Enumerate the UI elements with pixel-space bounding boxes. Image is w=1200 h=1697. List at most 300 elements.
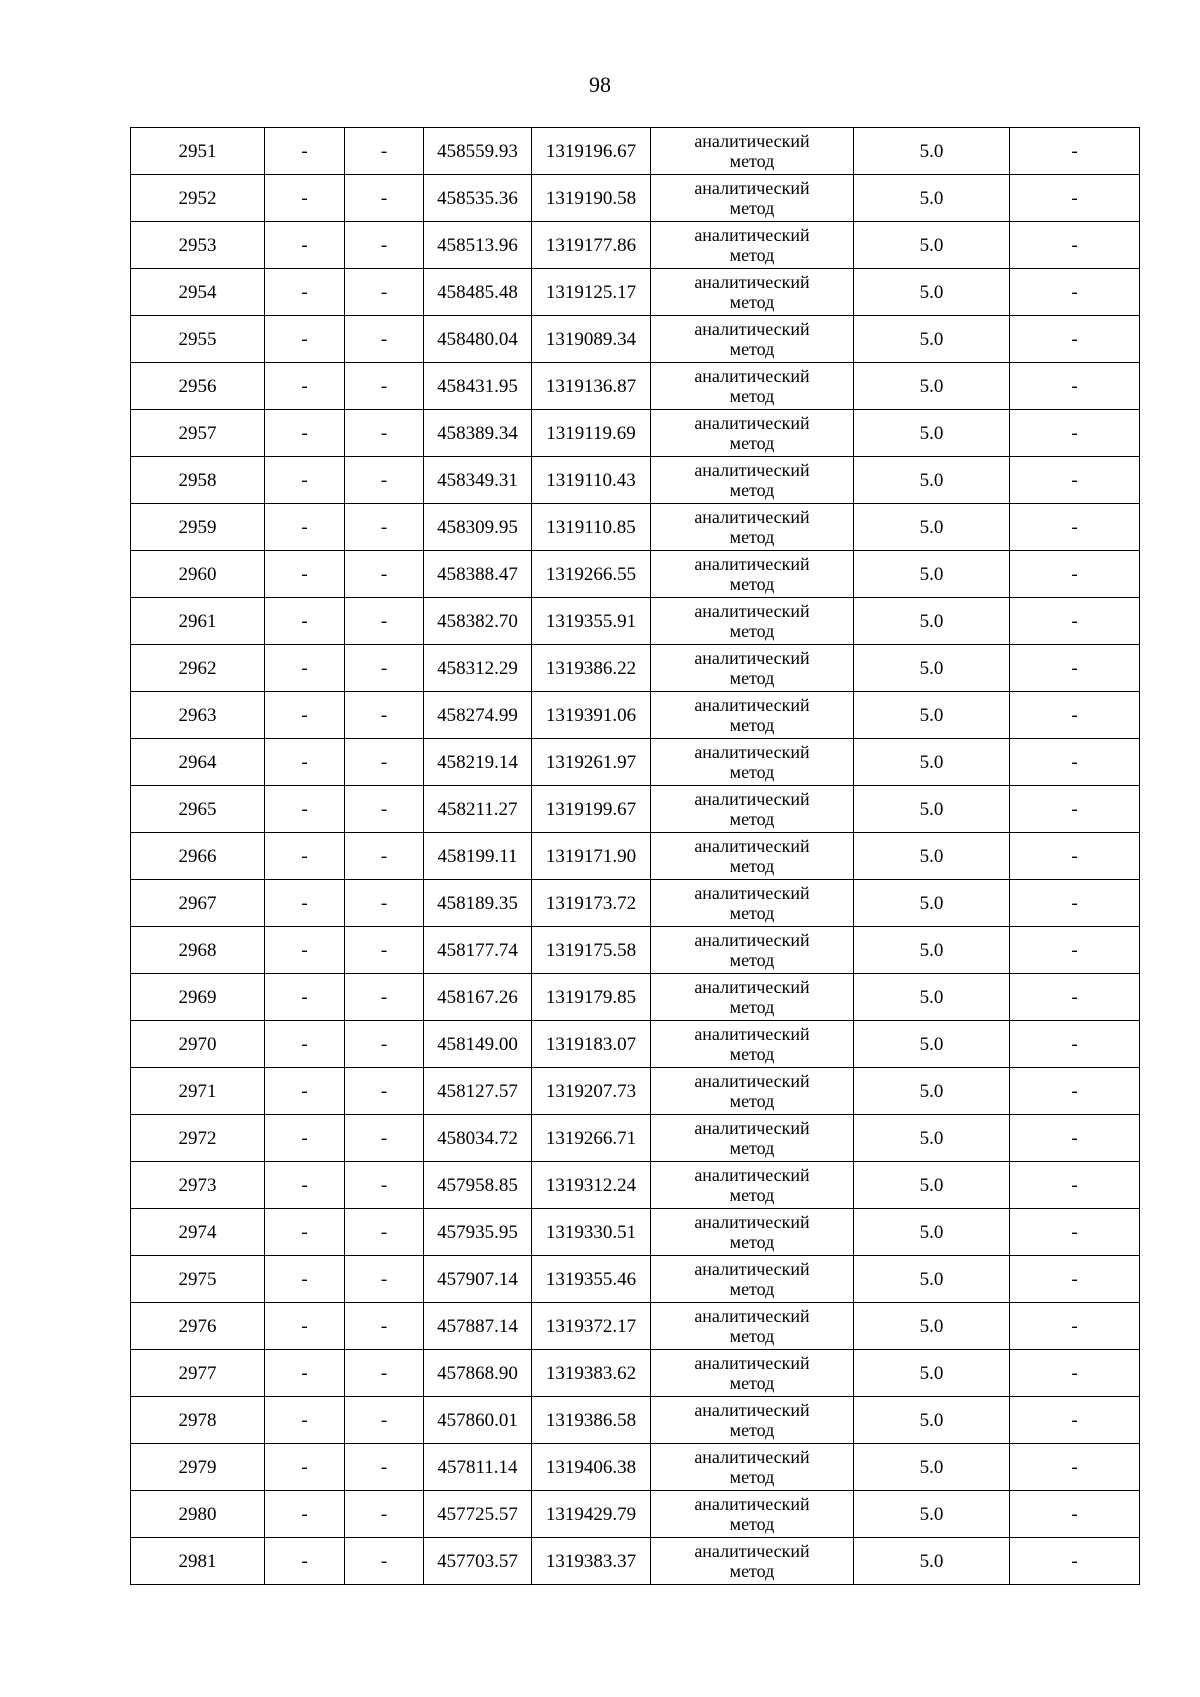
dash-cell: - [345, 1021, 424, 1068]
dash-cell: - [265, 410, 345, 457]
method-cell [651, 222, 854, 269]
x-coordinate-cell: 457935.95 [424, 1209, 532, 1256]
table-row [131, 833, 1140, 880]
method-text-line2: метод [729, 198, 775, 218]
dash-cell: - [1010, 1256, 1140, 1303]
dash-cell: - [1010, 316, 1140, 363]
dash-cell: - [345, 1162, 424, 1209]
y-coordinate-cell: 1319177.86 [532, 222, 651, 269]
dash-cell: - [265, 222, 345, 269]
method-cell [651, 1491, 854, 1538]
x-coordinate-cell: 457887.14 [424, 1303, 532, 1350]
dash-cell: - [265, 1021, 345, 1068]
accuracy-cell: 5.0 [854, 128, 1010, 175]
dash-cell: - [1010, 1115, 1140, 1162]
dash-cell: - [345, 1209, 424, 1256]
method-text-line1: аналитический [694, 1071, 810, 1091]
dash-cell: - [345, 128, 424, 175]
method-text-line2: метод [729, 1467, 775, 1487]
accuracy-cell: 5.0 [854, 598, 1010, 645]
y-coordinate-cell: 1319179.85 [532, 974, 651, 1021]
table-row [131, 1068, 1140, 1115]
accuracy-cell: 5.0 [854, 551, 1010, 598]
table-row [131, 739, 1140, 786]
accuracy-cell: 5.0 [854, 175, 1010, 222]
x-coordinate-cell: 458431.95 [424, 363, 532, 410]
x-coordinate-cell: 458559.93 [424, 128, 532, 175]
method-cell [651, 880, 854, 927]
method-text-line2: метод [729, 480, 775, 500]
method-cell [651, 1256, 854, 1303]
dash-cell: - [345, 1444, 424, 1491]
table-row [131, 222, 1140, 269]
method-cell [651, 316, 854, 363]
method-text-line1: аналитический [694, 836, 810, 856]
point-number-cell: 2977 [131, 1350, 265, 1397]
method-cell [651, 598, 854, 645]
dash-cell: - [265, 175, 345, 222]
y-coordinate-cell: 1319110.85 [532, 504, 651, 551]
dash-cell: - [265, 1491, 345, 1538]
accuracy-cell: 5.0 [854, 1397, 1010, 1444]
accuracy-cell: 5.0 [854, 645, 1010, 692]
accuracy-cell: 5.0 [854, 222, 1010, 269]
dash-cell: - [1010, 1538, 1140, 1585]
accuracy-cell: 5.0 [854, 1444, 1010, 1491]
dash-cell: - [1010, 175, 1140, 222]
dash-cell: - [345, 880, 424, 927]
method-text-line2: метод [729, 339, 775, 359]
point-number-cell: 2979 [131, 1444, 265, 1491]
method-cell [651, 457, 854, 504]
accuracy-cell: 5.0 [854, 880, 1010, 927]
x-coordinate-cell: 458349.31 [424, 457, 532, 504]
accuracy-cell: 5.0 [854, 410, 1010, 457]
dash-cell: - [265, 927, 345, 974]
method-text-line1: аналитический [694, 1259, 810, 1279]
x-coordinate-cell: 458034.72 [424, 1115, 532, 1162]
dash-cell: - [265, 128, 345, 175]
point-number-cell: 2968 [131, 927, 265, 974]
point-number-cell: 2962 [131, 645, 265, 692]
dash-cell: - [1010, 269, 1140, 316]
method-text-line2: метод [729, 1373, 775, 1393]
method-text-line2: метод [729, 151, 775, 171]
x-coordinate-cell: 458480.04 [424, 316, 532, 363]
method-cell [651, 1397, 854, 1444]
table-row [131, 457, 1140, 504]
dash-cell: - [265, 1068, 345, 1115]
point-number-cell: 2980 [131, 1491, 265, 1538]
dash-cell: - [1010, 410, 1140, 457]
accuracy-cell: 5.0 [854, 363, 1010, 410]
dash-cell: - [1010, 1350, 1140, 1397]
method-text-line1: аналитический [694, 460, 810, 480]
dash-cell: - [345, 1538, 424, 1585]
point-number-cell: 2976 [131, 1303, 265, 1350]
y-coordinate-cell: 1319183.07 [532, 1021, 651, 1068]
table-row [131, 1209, 1140, 1256]
method-cell [651, 1068, 854, 1115]
accuracy-cell: 5.0 [854, 1162, 1010, 1209]
dash-cell: - [265, 833, 345, 880]
dash-cell: - [265, 1162, 345, 1209]
accuracy-cell: 5.0 [854, 1303, 1010, 1350]
x-coordinate-cell: 458199.11 [424, 833, 532, 880]
table-row [131, 645, 1140, 692]
method-text-line1: аналитический [694, 1400, 810, 1420]
method-cell [651, 269, 854, 316]
y-coordinate-cell: 1319089.34 [532, 316, 651, 363]
method-cell [651, 927, 854, 974]
point-number-cell: 2958 [131, 457, 265, 504]
point-number-cell: 2963 [131, 692, 265, 739]
dash-cell: - [265, 551, 345, 598]
y-coordinate-cell: 1319199.67 [532, 786, 651, 833]
table-row [131, 1491, 1140, 1538]
x-coordinate-cell: 458211.27 [424, 786, 532, 833]
dash-cell: - [1010, 457, 1140, 504]
method-text-line1: аналитический [694, 883, 810, 903]
method-text-line2: метод [729, 715, 775, 735]
y-coordinate-cell: 1319383.37 [532, 1538, 651, 1585]
x-coordinate-cell: 458127.57 [424, 1068, 532, 1115]
method-cell [651, 1444, 854, 1491]
dash-cell: - [345, 692, 424, 739]
y-coordinate-cell: 1319386.22 [532, 645, 651, 692]
method-text-line2: метод [729, 1232, 775, 1252]
dash-cell: - [345, 551, 424, 598]
accuracy-cell: 5.0 [854, 316, 1010, 363]
accuracy-cell: 5.0 [854, 269, 1010, 316]
method-text-line2: метод [729, 1279, 775, 1299]
method-text-line1: аналитический [694, 1447, 810, 1467]
accuracy-cell: 5.0 [854, 457, 1010, 504]
x-coordinate-cell: 457725.57 [424, 1491, 532, 1538]
point-number-cell: 2967 [131, 880, 265, 927]
table-row [131, 1021, 1140, 1068]
dash-cell: - [1010, 1021, 1140, 1068]
coordinates-table [130, 127, 1140, 1585]
method-text-line1: аналитический [694, 977, 810, 997]
point-number-cell: 2975 [131, 1256, 265, 1303]
dash-cell: - [345, 1303, 424, 1350]
accuracy-cell: 5.0 [854, 1209, 1010, 1256]
dash-cell: - [1010, 974, 1140, 1021]
method-text-line1: аналитический [694, 366, 810, 386]
method-text-line2: метод [729, 292, 775, 312]
y-coordinate-cell: 1319312.24 [532, 1162, 651, 1209]
point-number-cell: 2954 [131, 269, 265, 316]
method-text-line1: аналитический [694, 1306, 810, 1326]
table-row [131, 316, 1140, 363]
dash-cell: - [1010, 598, 1140, 645]
method-cell [651, 1115, 854, 1162]
page-number: 98 [589, 72, 611, 97]
y-coordinate-cell: 1319355.91 [532, 598, 651, 645]
x-coordinate-cell: 458274.99 [424, 692, 532, 739]
accuracy-cell: 5.0 [854, 1256, 1010, 1303]
dash-cell: - [345, 974, 424, 1021]
y-coordinate-cell: 1319330.51 [532, 1209, 651, 1256]
method-text-line2: метод [729, 574, 775, 594]
method-cell [651, 974, 854, 1021]
method-text-line1: аналитический [694, 601, 810, 621]
method-cell [651, 1021, 854, 1068]
dash-cell: - [345, 410, 424, 457]
x-coordinate-cell: 458389.34 [424, 410, 532, 457]
x-coordinate-cell: 458177.74 [424, 927, 532, 974]
method-text-line2: метод [729, 245, 775, 265]
method-text-line1: аналитический [694, 131, 810, 151]
y-coordinate-cell: 1319190.58 [532, 175, 651, 222]
table-row [131, 504, 1140, 551]
accuracy-cell: 5.0 [854, 1068, 1010, 1115]
y-coordinate-cell: 1319173.72 [532, 880, 651, 927]
method-text-line2: метод [729, 1561, 775, 1581]
table-row [131, 1444, 1140, 1491]
table-row [131, 692, 1140, 739]
dash-cell: - [265, 1115, 345, 1162]
dash-cell: - [345, 363, 424, 410]
y-coordinate-cell: 1319266.71 [532, 1115, 651, 1162]
dash-cell: - [345, 786, 424, 833]
method-text-line2: метод [729, 433, 775, 453]
y-coordinate-cell: 1319355.46 [532, 1256, 651, 1303]
dash-cell: - [345, 457, 424, 504]
dash-cell: - [1010, 1397, 1140, 1444]
dash-cell: - [345, 1350, 424, 1397]
method-cell [651, 1209, 854, 1256]
method-cell [651, 692, 854, 739]
dash-cell: - [345, 175, 424, 222]
accuracy-cell: 5.0 [854, 1491, 1010, 1538]
dash-cell: - [265, 786, 345, 833]
method-cell [651, 1538, 854, 1585]
point-number-cell: 2953 [131, 222, 265, 269]
method-text-line1: аналитический [694, 930, 810, 950]
y-coordinate-cell: 1319125.17 [532, 269, 651, 316]
method-text-line2: метод [729, 856, 775, 876]
method-cell [651, 833, 854, 880]
y-coordinate-cell: 1319171.90 [532, 833, 651, 880]
point-number-cell: 2951 [131, 128, 265, 175]
method-text-line1: аналитический [694, 1353, 810, 1373]
method-text-line2: метод [729, 386, 775, 406]
dash-cell: - [1010, 363, 1140, 410]
method-text-line1: аналитический [694, 1024, 810, 1044]
point-number-cell: 2955 [131, 316, 265, 363]
method-text-line2: метод [729, 762, 775, 782]
method-text-line1: аналитический [694, 1541, 810, 1561]
dash-cell: - [265, 598, 345, 645]
method-text-line2: метод [729, 621, 775, 641]
table-row [131, 128, 1140, 175]
table-row [131, 1256, 1140, 1303]
method-text-line2: метод [729, 527, 775, 547]
dash-cell: - [265, 739, 345, 786]
method-cell [651, 1162, 854, 1209]
x-coordinate-cell: 458189.35 [424, 880, 532, 927]
table-row [131, 1397, 1140, 1444]
method-text-line1: аналитический [694, 742, 810, 762]
dash-cell: - [1010, 927, 1140, 974]
method-cell [651, 1350, 854, 1397]
accuracy-cell: 5.0 [854, 692, 1010, 739]
point-number-cell: 2961 [131, 598, 265, 645]
y-coordinate-cell: 1319266.55 [532, 551, 651, 598]
point-number-cell: 2964 [131, 739, 265, 786]
dash-cell: - [1010, 692, 1140, 739]
dash-cell: - [1010, 1303, 1140, 1350]
x-coordinate-cell: 457868.90 [424, 1350, 532, 1397]
method-text-line2: метод [729, 1420, 775, 1440]
table-row [131, 1162, 1140, 1209]
point-number-cell: 2959 [131, 504, 265, 551]
x-coordinate-cell: 458513.96 [424, 222, 532, 269]
dash-cell: - [345, 1397, 424, 1444]
method-text-line1: аналитический [694, 1212, 810, 1232]
dash-cell: - [265, 880, 345, 927]
y-coordinate-cell: 1319386.58 [532, 1397, 651, 1444]
dash-cell: - [265, 1209, 345, 1256]
dash-cell: - [1010, 880, 1140, 927]
y-coordinate-cell: 1319406.38 [532, 1444, 651, 1491]
dash-cell: - [1010, 1491, 1140, 1538]
dash-cell: - [265, 1303, 345, 1350]
table-row [131, 1303, 1140, 1350]
method-cell [651, 504, 854, 551]
point-number-cell: 2969 [131, 974, 265, 1021]
dash-cell: - [265, 1397, 345, 1444]
method-cell [651, 1303, 854, 1350]
dash-cell: - [345, 927, 424, 974]
point-number-cell: 2966 [131, 833, 265, 880]
x-coordinate-cell: 458535.36 [424, 175, 532, 222]
x-coordinate-cell: 457860.01 [424, 1397, 532, 1444]
y-coordinate-cell: 1319372.17 [532, 1303, 651, 1350]
method-cell [651, 786, 854, 833]
table-row [131, 410, 1140, 457]
point-number-cell: 2971 [131, 1068, 265, 1115]
dash-cell: - [265, 363, 345, 410]
method-text-line2: метод [729, 809, 775, 829]
method-text-line1: аналитический [694, 272, 810, 292]
method-text-line2: метод [729, 1044, 775, 1064]
method-text-line1: аналитический [694, 319, 810, 339]
point-number-cell: 2957 [131, 410, 265, 457]
point-number-cell: 2965 [131, 786, 265, 833]
dash-cell: - [265, 1538, 345, 1585]
dash-cell: - [345, 1491, 424, 1538]
dash-cell: - [345, 316, 424, 363]
dash-cell: - [345, 269, 424, 316]
dash-cell: - [345, 222, 424, 269]
dash-cell: - [345, 1256, 424, 1303]
point-number-cell: 2981 [131, 1538, 265, 1585]
y-coordinate-cell: 1319136.87 [532, 363, 651, 410]
point-number-cell: 2972 [131, 1115, 265, 1162]
x-coordinate-cell: 458149.00 [424, 1021, 532, 1068]
method-text-line2: метод [729, 997, 775, 1017]
dash-cell: - [345, 1068, 424, 1115]
method-text-line2: метод [729, 1091, 775, 1111]
y-coordinate-cell: 1319429.79 [532, 1491, 651, 1538]
accuracy-cell: 5.0 [854, 1350, 1010, 1397]
dash-cell: - [1010, 833, 1140, 880]
method-text-line1: аналитический [694, 225, 810, 245]
dash-cell: - [265, 1256, 345, 1303]
method-text-line2: метод [729, 950, 775, 970]
method-text-line1: аналитический [694, 507, 810, 527]
y-coordinate-cell: 1319207.73 [532, 1068, 651, 1115]
dash-cell: - [265, 1350, 345, 1397]
accuracy-cell: 5.0 [854, 786, 1010, 833]
dash-cell: - [265, 645, 345, 692]
dash-cell: - [265, 504, 345, 551]
x-coordinate-cell: 458309.95 [424, 504, 532, 551]
point-number-cell: 2978 [131, 1397, 265, 1444]
dash-cell: - [265, 269, 345, 316]
point-number-cell: 2960 [131, 551, 265, 598]
y-coordinate-cell: 1319383.62 [532, 1350, 651, 1397]
method-text-line1: аналитический [694, 1165, 810, 1185]
table-row [131, 363, 1140, 410]
y-coordinate-cell: 1319110.43 [532, 457, 651, 504]
x-coordinate-cell: 458382.70 [424, 598, 532, 645]
table-row [131, 1115, 1140, 1162]
point-number-cell: 2970 [131, 1021, 265, 1068]
method-text-line1: аналитический [694, 413, 810, 433]
x-coordinate-cell: 457907.14 [424, 1256, 532, 1303]
method-cell [651, 551, 854, 598]
method-cell [651, 128, 854, 175]
table-row [131, 175, 1140, 222]
point-number-cell: 2974 [131, 1209, 265, 1256]
dash-cell: - [1010, 551, 1140, 598]
table-row [131, 880, 1140, 927]
method-text-line1: аналитический [694, 648, 810, 668]
x-coordinate-cell: 458485.48 [424, 269, 532, 316]
accuracy-cell: 5.0 [854, 1021, 1010, 1068]
method-cell [651, 739, 854, 786]
dash-cell: - [345, 1115, 424, 1162]
method-cell [651, 645, 854, 692]
table-row [131, 927, 1140, 974]
dash-cell: - [1010, 739, 1140, 786]
accuracy-cell: 5.0 [854, 974, 1010, 1021]
accuracy-cell: 5.0 [854, 739, 1010, 786]
dash-cell: - [1010, 1162, 1140, 1209]
method-text-line1: аналитический [694, 554, 810, 574]
point-number-cell: 2956 [131, 363, 265, 410]
method-text-line2: метод [729, 668, 775, 688]
table-row [131, 1538, 1140, 1585]
accuracy-cell: 5.0 [854, 1115, 1010, 1162]
table-row [131, 974, 1140, 1021]
accuracy-cell: 5.0 [854, 1538, 1010, 1585]
table-row [131, 598, 1140, 645]
table-row [131, 551, 1140, 598]
x-coordinate-cell: 458167.26 [424, 974, 532, 1021]
table-row [131, 786, 1140, 833]
dash-cell: - [345, 645, 424, 692]
method-text-line2: метод [729, 1514, 775, 1534]
y-coordinate-cell: 1319196.67 [532, 128, 651, 175]
method-text-line1: аналитический [694, 695, 810, 715]
method-text-line2: метод [729, 903, 775, 923]
method-text-line2: метод [729, 1138, 775, 1158]
